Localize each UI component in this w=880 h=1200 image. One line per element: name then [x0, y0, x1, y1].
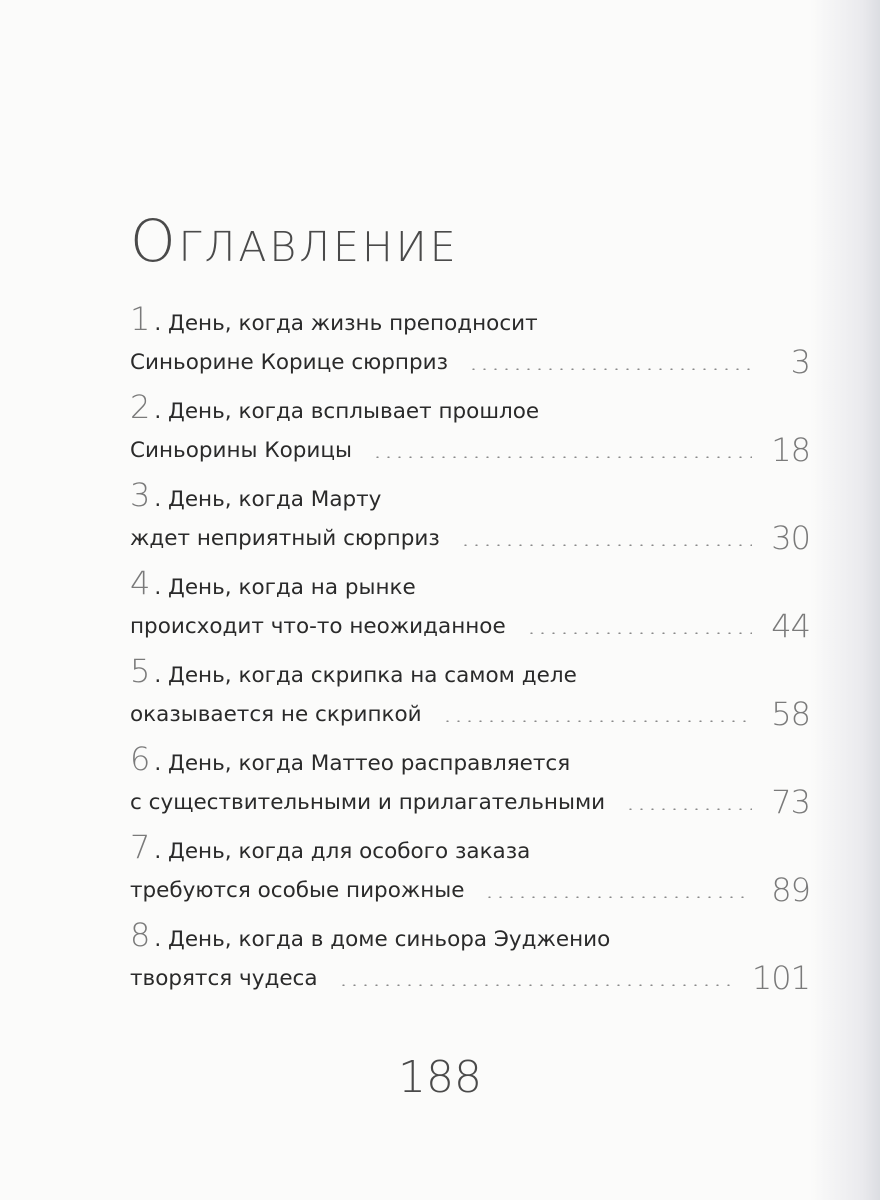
- page-number: 58: [771, 695, 810, 733]
- toc-entry[interactable]: [130, 830, 810, 918]
- entry-heading-line: 4 . День, когда на рынке: [130, 564, 416, 602]
- chapter-number: 4: [130, 564, 151, 602]
- chapter-title-line1: День, когда всплывает прошлое: [168, 399, 540, 424]
- page-number: 3: [790, 343, 810, 381]
- toc-entry[interactable]: [130, 390, 810, 478]
- chapter-title-line1: День, когда скрипка на самом деле: [168, 663, 577, 688]
- chapter-number: 3: [130, 476, 151, 514]
- chapter-title-line1: День, когда в доме синьора Эудженио: [168, 927, 611, 952]
- chapter-number: 1: [130, 300, 151, 338]
- chapter-title-line1: День, когда Марту: [168, 487, 382, 512]
- page-number: 44: [771, 607, 810, 645]
- entry-heading-line: 7 . День, когда для особого заказа: [130, 828, 531, 866]
- dot-leader: [484, 896, 752, 898]
- folio-page-number: 188: [398, 1052, 482, 1103]
- entry-heading-line: 1 . День, когда жизнь преподносит: [130, 300, 538, 338]
- chapter-title-line2: Синьорины Корицы: [130, 438, 353, 463]
- entry-second-line: [130, 957, 810, 996]
- chapter-title-line2: творятся чудеса: [130, 966, 318, 991]
- page-number: 18: [771, 431, 810, 469]
- entry-heading-line: 8 . День, когда в доме синьора Эудженио: [130, 916, 611, 954]
- dot-leader: [625, 808, 752, 810]
- page-number: 30: [771, 519, 810, 557]
- chapter-number: 2: [130, 388, 151, 426]
- chapter-title-line2: требуются особые пирожные: [130, 878, 465, 903]
- entry-heading-line: 5 . День, когда скрипка на самом деле: [130, 652, 577, 690]
- toc-entry[interactable]: [130, 918, 810, 1006]
- page-number: 73: [771, 783, 810, 821]
- chapter-title-line2: происходит что-то неожиданное: [130, 614, 506, 639]
- toc-entry[interactable]: [130, 742, 810, 830]
- dot-leader: [526, 632, 752, 634]
- chapter-title-line1: День, когда Маттео расправляется: [168, 751, 571, 776]
- entry-heading-line: 2 . День, когда всплывает прошлое: [130, 388, 540, 426]
- chapter-title-line2: оказывается не скрипкой: [130, 702, 422, 727]
- chapter-number: 6: [130, 740, 151, 778]
- dot-leader: [338, 984, 734, 986]
- page-number: 101: [751, 959, 810, 997]
- entry-heading-line: 3 . День, когда Марту: [130, 476, 382, 514]
- entry-second-line: [130, 869, 810, 908]
- page-title: Оглавление: [130, 207, 459, 275]
- entry-heading-line: 6 . День, когда Маттео расправляется: [130, 740, 571, 778]
- entry-second-line: [130, 781, 810, 820]
- entry-second-line: [130, 605, 810, 644]
- toc-entry[interactable]: [130, 566, 810, 654]
- page-number: 89: [771, 871, 810, 909]
- chapter-title-line2: ждет неприятный сюрприз: [130, 526, 440, 551]
- entry-second-line: [130, 341, 810, 380]
- entry-second-line: [130, 517, 810, 556]
- toc-entry[interactable]: [130, 478, 810, 566]
- dot-leader: [468, 368, 752, 370]
- chapter-number: 8: [130, 916, 151, 954]
- chapter-title-line1: День, когда жизнь преподносит: [168, 311, 538, 336]
- chapter-title-line2: с существительными и прилагательными: [130, 790, 606, 815]
- toc-entry[interactable]: [130, 654, 810, 742]
- table-of-contents: [130, 302, 810, 1006]
- chapter-number: 5: [130, 652, 151, 690]
- toc-entry[interactable]: [130, 302, 810, 390]
- chapter-title-line1: День, когда для особого заказа: [168, 839, 531, 864]
- chapter-number: 7: [130, 828, 151, 866]
- entry-second-line: [130, 429, 810, 468]
- chapter-title-line2: Синьорине Корице сюрприз: [130, 350, 449, 375]
- entry-second-line: [130, 693, 810, 732]
- page-edge-shadow: [810, 0, 880, 1200]
- dot-leader: [372, 456, 752, 458]
- dot-leader: [460, 544, 752, 546]
- dot-leader: [442, 720, 752, 722]
- chapter-title-line1: День, когда на рынке: [168, 575, 416, 600]
